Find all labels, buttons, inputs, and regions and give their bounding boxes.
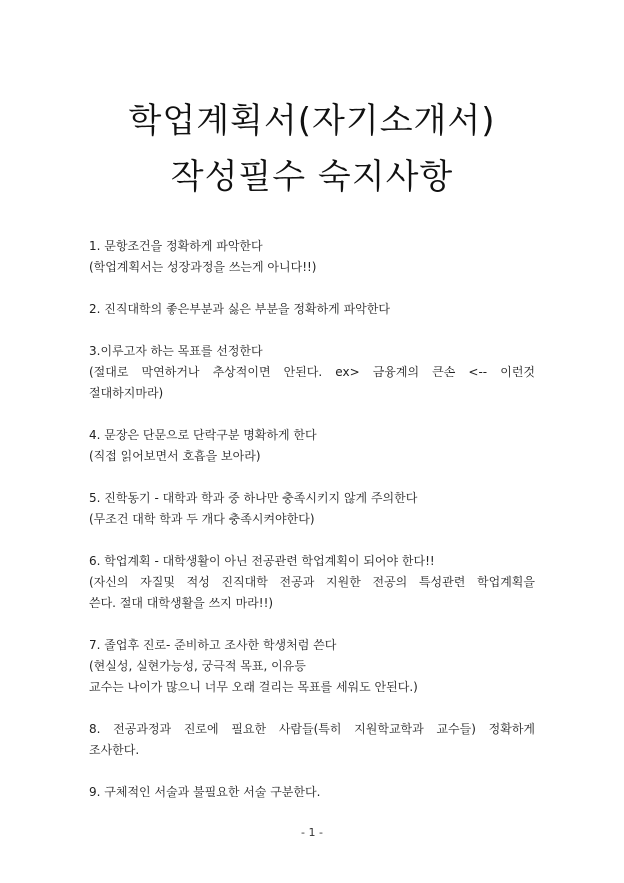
page-number: - 1 -: [301, 826, 323, 839]
guideline-text: (자신의 자질및 적성 진직대학 전공과 지원한 전공의 특성관련 학업계획을: [89, 575, 535, 589]
guideline-text: (학업계획서는 성장과정을 쓰는게 아니다!!): [89, 260, 317, 274]
guideline-item-4: [89, 425, 535, 467]
guideline-item-7: [89, 635, 535, 698]
document-title-line-1: 학업계획서(자기소개서): [128, 101, 496, 141]
guideline-text: 교수는 나이가 많으니 너무 오래 걸리는 목표를 세워도 안된다.): [89, 680, 418, 694]
guideline-text: (직접 읽어보면서 호흡을 보아라): [89, 449, 261, 463]
guideline-text: 조사한다.: [89, 743, 140, 757]
guideline-text: 쓴다. 절대 대학생활을 쓰지 마라!!): [89, 596, 274, 610]
guideline-item-6: [89, 551, 535, 614]
guideline-text: 5. 진학동기 - 대학과 학과 중 하나만 충족시키지 않게 주의한다: [89, 491, 418, 505]
guideline-text: 7. 졸업후 진로- 준비하고 조사한 학생처럼 쓴다: [89, 638, 337, 652]
guideline-text: 1. 문항조건을 정확하게 파악한다: [89, 239, 263, 253]
guideline-text: 3.이루고자 하는 목표를 선정한다: [89, 344, 263, 358]
guideline-text: 4. 문장은 단문으로 단락구분 명확하게 한다: [89, 428, 317, 442]
guideline-item-8: [89, 719, 535, 761]
guideline-item-2: [89, 299, 535, 320]
guideline-text: 8. 전공과정과 진로에 필요한 사람들(특히 지원학교학과 교수들) 정확하게: [89, 722, 535, 736]
guideline-item-9: [89, 782, 535, 803]
guideline-item-1: [89, 236, 535, 278]
guideline-text: (현실성, 실현가능성, 궁극적 목표, 이유등: [89, 659, 306, 673]
guideline-item-5: [89, 488, 535, 530]
guideline-text: 6. 학업계획 - 대학생활이 아닌 전공관련 학업계획이 되어야 한다!!: [89, 554, 435, 568]
guideline-text: (무조건 대학 학과 두 개다 충족시켜야한다): [89, 512, 315, 526]
guideline-list: [89, 236, 535, 824]
guideline-item-3: [89, 341, 535, 404]
guideline-text: (절대로 막연하거나 추상적이면 안된다. ex> 금융계의 큰손 <-- 이런것: [89, 365, 535, 379]
guideline-text: 9. 구체적인 서술과 불필요한 서술 구분한다.: [89, 785, 321, 799]
guideline-text: 2. 진직대학의 좋은부분과 싫은 부분을 정확하게 파악한다: [89, 302, 390, 316]
guideline-text: 절대하지마라): [89, 386, 164, 400]
document-title-line-2: 작성필수 숙지사항: [170, 157, 454, 197]
